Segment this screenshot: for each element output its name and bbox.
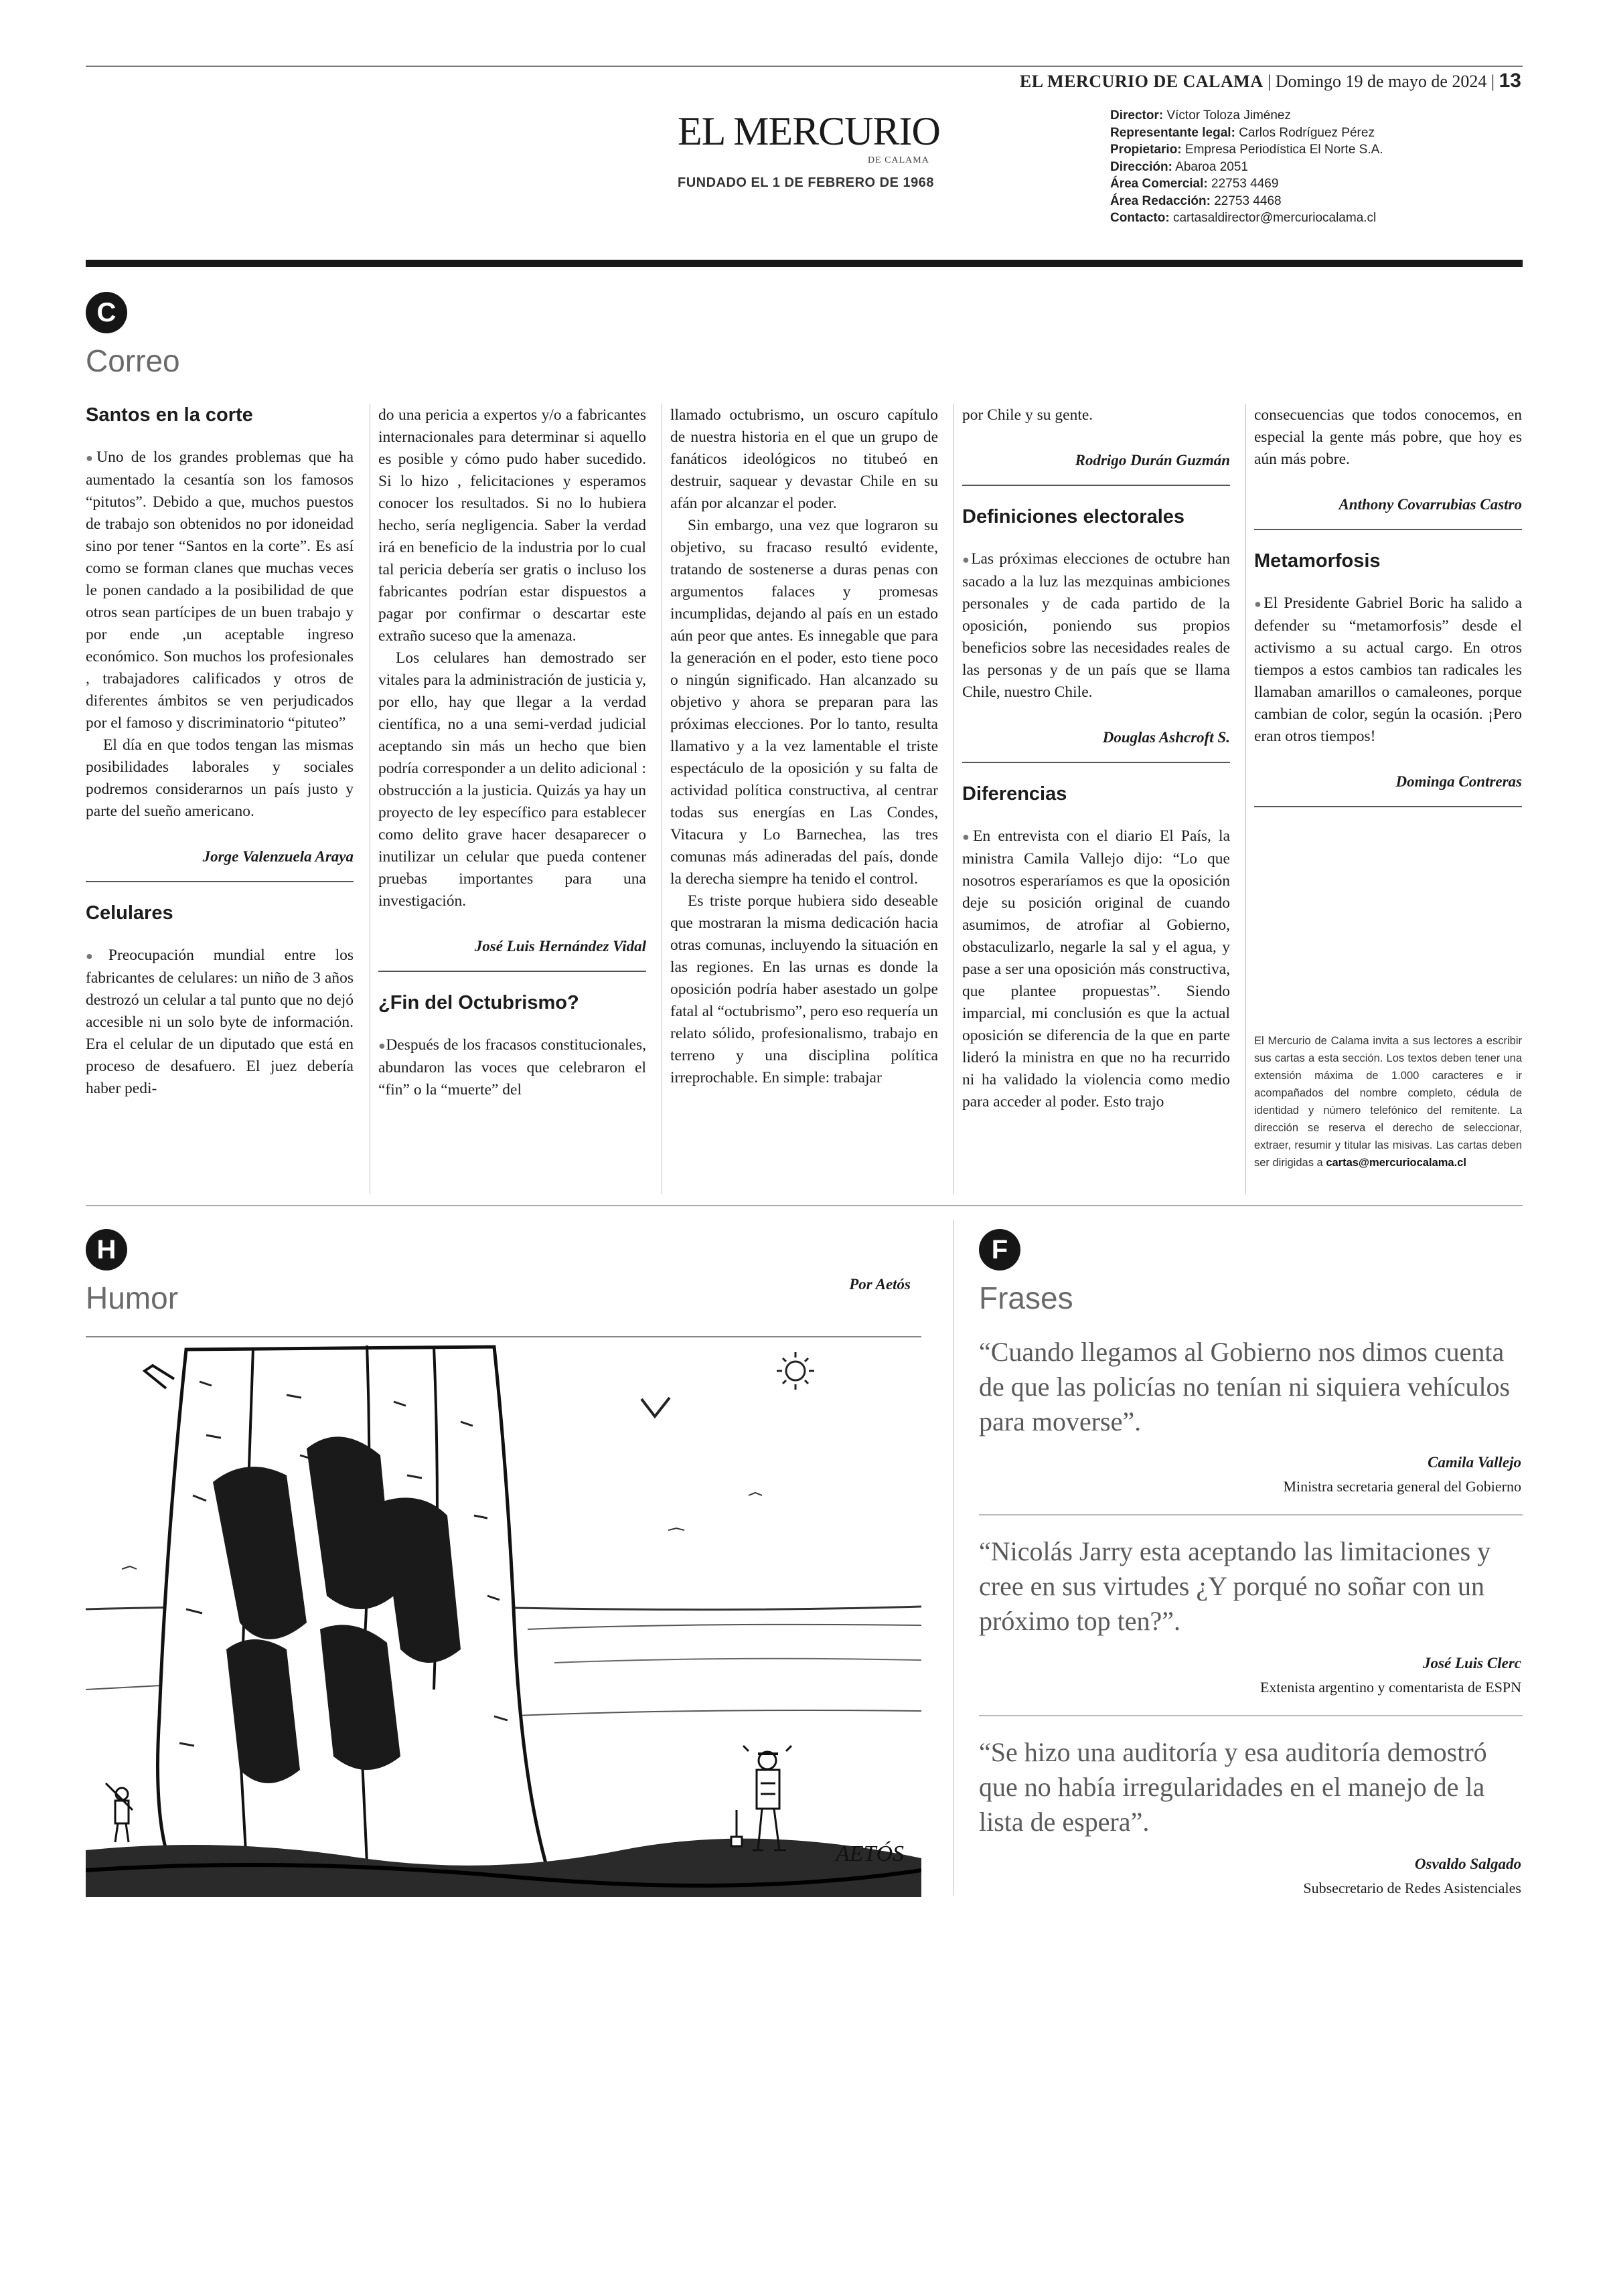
column-divider — [953, 404, 954, 1194]
quote-text: “Cuando llegamos al Gobierno nos dimos cuenta de que las policías no tenían ni siquiera vehículos para moverse”. — [979, 1337, 1511, 1437]
staff-row: Representante legal: Carlos Rodríguez Pérez — [1110, 125, 1375, 140]
letter-signature: Douglas Ashcroft S. — [1102, 729, 1230, 746]
woodcutter-figure-right — [731, 1746, 791, 1850]
staff-row: Área Comercial: 22753 4469 — [1110, 177, 1279, 191]
letter-paragraph: El Presidente Gabriel Boric ha salido a defender su “metamorfosis” desde el activismo a su actual cargo. En otros tiempos a estos cambios tan radicales les llamaban amarillos o camaleones, porque cambian de color, según la ocasión. ¡Pero eran otros tiempos! — [1254, 594, 1522, 745]
letter-headline: Definiciones electorales — [962, 506, 1185, 527]
staff-row: Dirección: Abaroa 2051 — [1110, 159, 1248, 174]
letter-paragraph: Uno de los grandes problemas que ha aumentado la cesantía son los famosos “pitutos”. Debido a que, muchos puestos de trabajo son obtenidos no por idoneidad sino por tener “Santos en la corte”. Es así como se forman clanes que muchas veces le ponen candado a la posibilidad de que otros sean partícipes de un buen trabajo y por ende ,un aceptable ingreso económico. Son muchos los profesionales , trabajadores calificados y otros de diferentes ámbitos se ven perjudicados por el famoso y discriminatorio “pituteo” — [86, 448, 354, 732]
bullet-icon — [962, 827, 973, 845]
bullet-icon — [378, 1036, 386, 1054]
letter-paragraph: Sin embargo, una vez que lograron su objetivo, su fracaso resultó evidente, tratando de sostenerse a duras penas con argumentos falaces y promesas incumplidas, dejando al país en un estado aún peor que antes. Es innegable que para la generación en el poder, esto tiene poco o ningún significado. Han alcanzado su objetivo y ahora se preparan para las próximas elecciones. Por lo tanto, resulta llamativo y a la vez lamentable el triste espectáculo de la oposición y su falta de actividad política constructiva, al centrar todas sus energías en Las Condes, Vitacura y Lo Barnechea, las tres comunas más adineradas del país, donde la derecha siempre ha tenido el control. — [670, 517, 938, 888]
staff-box — [1110, 107, 1383, 227]
cartoon-signature: AETÓS — [836, 1841, 904, 1866]
letter-paragraph: Preocupación mundial entre los fabricantes de celulares: un niño de 3 años destrozó un celular a tal punto que no dejó accesible ni un solo byte de información. Era el celular de un diputado que está en proceso de desafuero. El juez debería haber pedi- — [86, 947, 354, 1097]
section-badge-humor: H — [86, 1229, 127, 1270]
section-title-humor: Humor — [86, 1281, 179, 1315]
letter-divider — [1254, 529, 1522, 530]
cartoon-illustration — [86, 1341, 921, 1897]
staff-row: Propietario: Empresa Periodística El Norte S.A. — [1110, 143, 1383, 157]
tree-trunks — [145, 1345, 548, 1870]
sun-icon — [777, 1352, 814, 1390]
quote-role: Ministra secretaria general del Gobierno — [1283, 1478, 1521, 1495]
letters-column-3 — [670, 404, 938, 1089]
letter-headline: Santos en la corte — [86, 404, 253, 426]
letter-signature: Rodrigo Durán Guzmán — [1075, 452, 1230, 469]
woodcutter-figure-left — [106, 1783, 133, 1842]
letter-headline: Metamorfosis — [1254, 550, 1381, 572]
contact-email[interactable]: cartasaldirector@mercuriocalama.cl — [1172, 211, 1377, 225]
issue-date: Domingo 19 de mayo de 2024 — [1275, 72, 1487, 91]
letter-divider — [86, 881, 354, 882]
letter-headline: ¿Fin del Octubrismo? — [378, 992, 579, 1013]
bullet-icon — [86, 448, 96, 466]
letter-signature: Anthony Covarrubias Castro — [1338, 496, 1522, 513]
letter-headline: Celulares — [86, 902, 173, 924]
letter-divider — [962, 762, 1230, 763]
section-separator — [86, 1205, 1523, 1206]
submission-email[interactable]: cartas@mercuriocalama.cl — [1326, 1157, 1466, 1169]
bullet-icon — [1254, 594, 1264, 612]
letter-paragraph: Después de los fracasos constitucionales, abundaron las voces que celebraron el “fin” o la “muerte” del — [378, 1036, 647, 1098]
letter-signature: Dominga Contreras — [1395, 773, 1522, 790]
letter-paragraph: Las próximas elecciones de octubre han sacado a la luz las mezquinas ambiciones personales y de cada partido de la oposición, poniendo sus propios beneficios sobre las necesidades reales de las personas y de un país que se llama Chile, nuestro Chile. — [962, 550, 1231, 701]
letter-paragraph: En entrevista con el diario El País, la ministra Camila Vallejo dijo: “Lo que nosotros esperaríamos es que la oposición deje su posición original de cuando asumimos, de atrofiar al Gobierno, obstaculizarlo, negarle la sal y el agua, y pase a ser una oposición más constructiva, que plantee propuestas”. Siendo imparcial, mi conclusión es que la actual oposición se diferencia de la que en parte lideró la ministra en que no ha recurrido ni ha validado la violencia como medio para acceder al poder. Esto trajo — [962, 827, 1230, 1111]
quote-role: Extenista argentino y comentarista de ESPN — [1259, 1679, 1521, 1696]
newspaper-logo: EL MERCURIO — [678, 109, 940, 153]
quote-role: Subsecretario de Redes Asistenciales — [1303, 1880, 1521, 1896]
letter-signature: José Luis Hernández Vidal — [474, 938, 646, 955]
letter-signature: Jorge Valenzuela Araya — [202, 848, 354, 865]
letter-divider — [962, 485, 1230, 486]
bird-icon — [641, 1398, 670, 1416]
staff-row: Director: Víctor Toloza Jiménez — [1110, 108, 1291, 122]
bullet-icon — [86, 947, 108, 964]
top-hairline — [86, 66, 1523, 67]
logo-subtitle: DE CALAMA — [868, 155, 929, 165]
cartoon-top-rule — [86, 1336, 921, 1337]
quote-author: José Luis Clerc — [1423, 1655, 1521, 1671]
letter-divider — [378, 971, 646, 972]
quote-author: Camila Vallejo — [1428, 1454, 1521, 1471]
cartoon-byline: Por Aetós — [849, 1276, 911, 1293]
letters-column-4 — [962, 404, 1230, 1113]
staff-row: Área Redacción: 22753 4468 — [1110, 193, 1282, 208]
quote-divider — [979, 1715, 1523, 1716]
quote-author: Osvaldo Salgado — [1414, 1856, 1521, 1872]
section-title-frases: Frases — [979, 1281, 1073, 1315]
letters-column-5 — [1254, 404, 1522, 827]
letter-paragraph: do una pericia a expertos y/o a fabricantes internacionales para determinar si aquello es posible y cómo pudo haber sucedido. Si lo hizo , felicitaciones y esperamos conocer los resultados. Si no lo hubiera hecho, sería negligencia. Saber la verdad irá en beneficio de la industria por lo cual tal pericia debería ser gratis o incluso los fabricantes podrían estar dispuestos a pagar por confirmar o descartar este extraño suceso que la amenaza. — [378, 406, 646, 645]
letters-column-1 — [86, 404, 354, 1100]
founded-line: FUNDADO EL 1 DE FEBRERO DE 1968 — [678, 175, 934, 190]
letter-divider — [1254, 806, 1522, 807]
quote-text: “Nicolás Jarry esta aceptando las limitaciones y cree en sus virtudes ¿Y porqué no soñar con un próximo top ten?”. — [979, 1536, 1491, 1636]
page-number: 13 — [1499, 70, 1521, 92]
section-badge-correo: C — [86, 292, 127, 333]
section-badge-frases: F — [979, 1229, 1020, 1270]
letter-paragraph: Es triste porque hubiera sido deseable que mostraran la misma dedicación hacia otras comunas, incluyendo la situación en las regiones. En las urnas es donde la oposición podría haber asestado un golpe fatal al “octubrismo”, pero eso requería un relato sólido, profesionalismo, trabajo en terreno y una disciplina política irreprochable. En simple: trabajar — [670, 892, 938, 1086]
humor-frases-divider — [953, 1220, 954, 1896]
submission-note: El Mercurio de Calama invita a sus lectores a escribir sus cartas a esta sección. Los textos deben tener una extensión máxima de 1.000 caracteres e ir acompañados del nombre completo, cédula de identidad y número telefónico del remitente. La dirección se reserva el derecho de seleccionar, extraer, resumir y titular las misivas. Las cartas deben ser dirigidas a cartas@mercuriocalama.cl — [1254, 1035, 1522, 1169]
letter-paragraph: por Chile y su gente. — [962, 406, 1093, 424]
publication-name: EL MERCURIO DE CALAMA — [1019, 72, 1264, 91]
letter-paragraph: Los celulares han demostrado ser vitales para la administración de justicia y, por ello, hay que llegar a la verdad científica, no a una semi-verdad judicial aceptando sin más un hecho que bien podría corresponder a un delito adicional : obstrucción a la justicia. Quizás ya hay un proyecto de ley específico para establecer como delito grave hacer desaparecer o inutilizar un celular que pueda contener pruebas importantes para una investigación. — [378, 649, 646, 910]
staff-row: Contacto: cartasaldirector@mercuriocalama.cl — [1110, 211, 1377, 225]
running-header: EL MERCURIO DE CALAMA | Domingo 19 de mayo de 2024 | 13 — [1019, 70, 1521, 92]
quote-divider — [979, 1514, 1523, 1515]
masthead-thick-rule — [86, 260, 1523, 267]
letter-paragraph: El día en que todos tengan las mismas posibilidades laborales y sociales podremos considerarnos un país justo y parte del sueño americano. — [86, 736, 354, 820]
letter-headline: Diferencias — [962, 783, 1067, 805]
letter-paragraph: consecuencias que todos conocemos, en especial la gente más pobre, que hoy es aún más pobre. — [1254, 406, 1522, 468]
letters-column-2 — [378, 404, 646, 1101]
cartoon-drawing — [86, 1341, 921, 1897]
quote-text: “Se hizo una auditoría y esa auditoría demostró que no había irregularidades en el manejo de la lista de espera”. — [979, 1737, 1487, 1837]
bullet-icon — [962, 550, 971, 568]
section-title-correo: Correo — [86, 343, 180, 378]
column-divider — [1245, 404, 1246, 1194]
letter-paragraph: llamado octubrismo, un oscuro capítulo de nuestra historia en el que un grupo de fanáticos ideológicos no titubeó en destruir, saquear y devastar Chile en su afán por alcanzar el poder. — [670, 406, 938, 512]
